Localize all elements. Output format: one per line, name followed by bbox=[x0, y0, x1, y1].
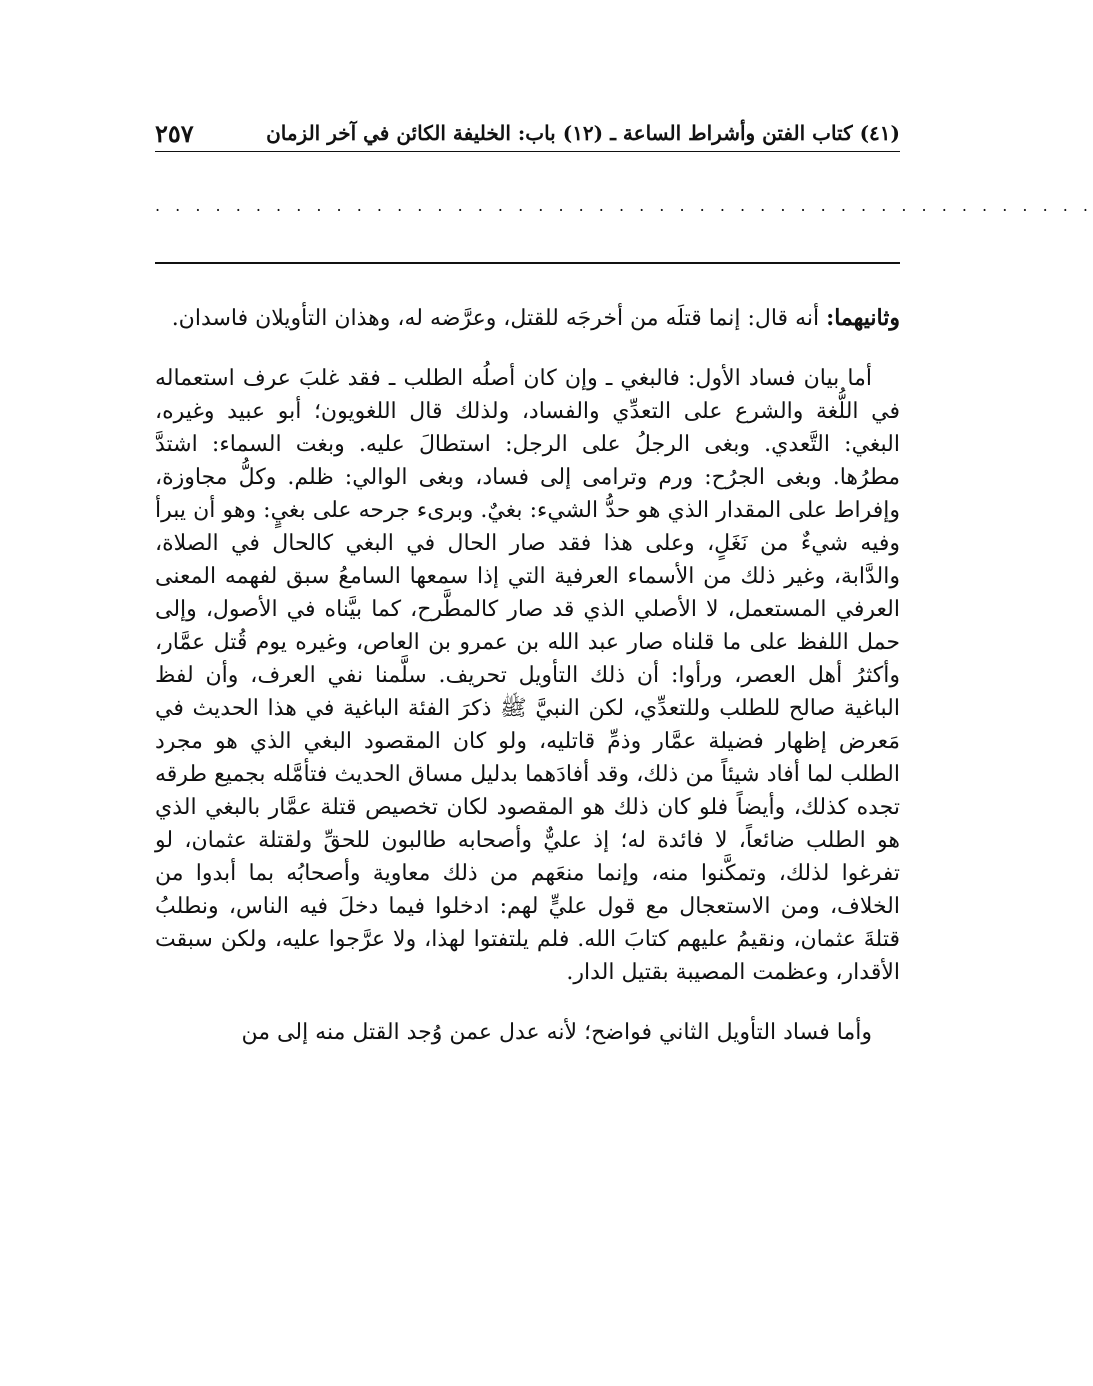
body-text bbox=[155, 302, 900, 1076]
header-rule bbox=[155, 151, 900, 152]
page-header bbox=[155, 116, 900, 150]
paragraph-lead: وثانيهما: bbox=[826, 305, 900, 331]
running-title: (٤١) كتاب الفتن وأشراط الساعة ـ (١٢) باب: الخليفة الكائن في آخر الزمان bbox=[266, 121, 900, 145]
page-number: ٢٥٧ bbox=[155, 118, 194, 148]
paragraph-first-refutation: أما بيان فساد الأول: فالبغي ـ وإن كان أصلُه الطلب ـ فقد غلبَ عرف استعماله في اللُّغة والشرع على التعدِّي والفساد، ولذلك قال اللغويون؛ أبو عبيد وغيره، البغي: التَّعدي. وبغى الرجلُ على الرجل: استطالَ عليه. وبغت السماء: اشتدَّ مطرُها. وبغى الجرُح: ورم وترامى إلى فساد، وبغى الوالي: ظلم. وكلُّ مجاوزة، وإفراط على المقدار الذي هو حدُّ الشيء: بغيٌ. وبرىء جرحه على بغيٍ: وهو أن يبرأ وفيه شيءٌ من نَغَلٍ، وعلى هذا فقد صار الحال في البغي كالحال في الصلاة، والدَّابة، وغير ذلك من الأسماء العرفية التي إذا سمعها السامعُ سبق لفهمه المعنى العرفي المستعمل، لا الأصلي الذي قد صار كالمطَّرح، كما بيَّناه في الأصول، وإلى حمل اللفظ على ما قلناه صار عبد الله بن عمرو بن العاص، وغيره يوم قُتل عمَّار، وأكثرُ أهل العصر، ورأوا: أن ذلك التأويل تحريف. سلَّمنا نفي العرف، وأن لفظ الباغية صالح للطلب وللتعدِّي، لكن النبيَّ ﷺ ذكرَ الفئة الباغية في هذا الحديث في مَعرض إظهار فضيلة عمَّار وذمِّ قاتليه، ولو كان المقصود البغي الذي هو مجرد الطلب لما أفاد شيئاً من ذلك، وقد أفادَهما بدليل مساق الحديث فتأمَّله بجميع طرقه تجده كذلك، وأيضاً فلو كان ذلك هو المقصود لكان تخصيص قتلة عمَّار بالبغي الذي هو الطلب ضائعاً، لا فائدة له؛ إذ عليٌّ وأصحابه طالبون للحقِّ ولقتلة عثمان، لو تفرغوا لذلك، وتمكَّنوا منه، وإنما منعَهم من ذلك معاوية وأصحابُه بما أبدوا من الخلاف، ومن الاستعجال مع قول عليٍّ لهم: ادخلوا فيما دخلَ فيه الناس، ونطلبُ قتلةَ عثمان، ونقيمُ عليهم كتابَ الله. فلم يلتفتوا لهذا، ولا عرَّجوا عليه، ولكن سبقت الأقدار، وعظمت المصيبة بقتيل الدار. bbox=[155, 366, 901, 985]
paragraph-second-interpretation bbox=[155, 302, 900, 335]
footnote-continuation-dots: . . . . . . . . . . . . . . . . . . . . . . . . . . . . . . . . . . . . . . . . . . . . . . . bbox=[155, 196, 1093, 215]
paragraph-text: أنه قال: إنما قتلَه من أخرجَه للقتل، وعرَّضه له، وهذان التأويلان فاسدان. bbox=[171, 306, 827, 331]
footnote-separator-rule bbox=[155, 262, 900, 264]
paragraph-second-refutation: وأما فساد التأويل الثاني فواضح؛ لأنه عدل عمن وُجد القتل منه إلى من bbox=[241, 1020, 872, 1045]
